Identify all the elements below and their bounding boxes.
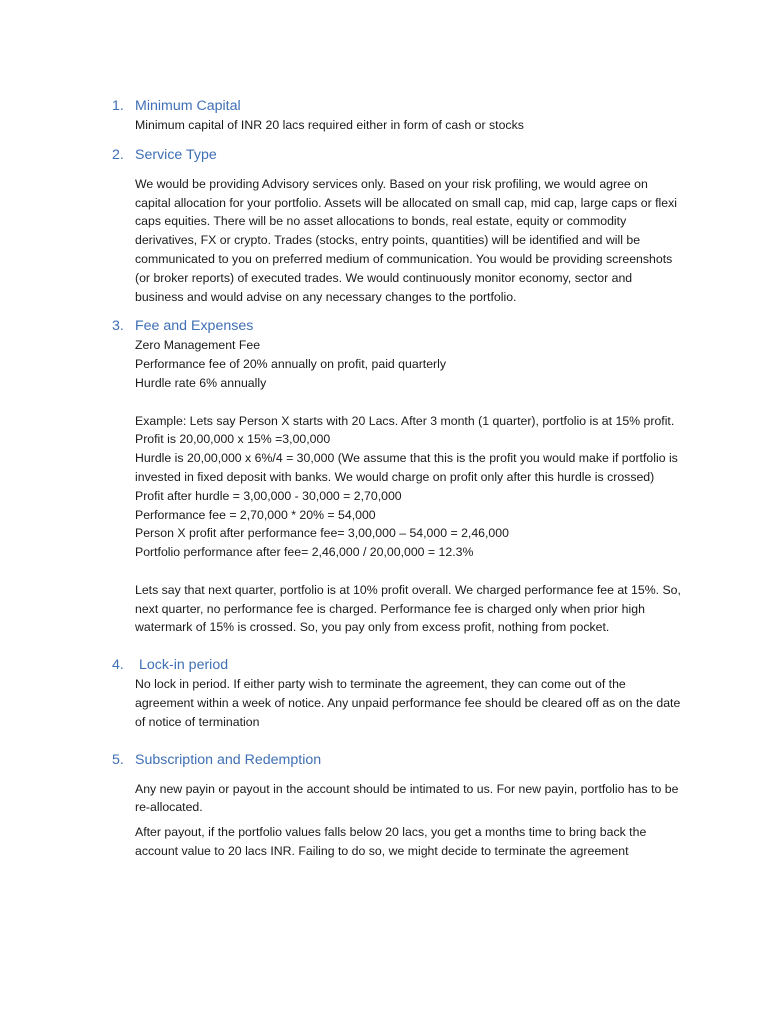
section-subscription-and-redemption [112, 750, 680, 861]
section-heading [112, 96, 680, 116]
section-number: 2. [112, 146, 124, 163]
section-number: 3. [112, 318, 124, 335]
paragraph: We would be providing Advisory services only. Based on your risk profiling, we would agree on capital allocation for your portfolio. Assets will be allocated on small cap, mid cap, large caps or flexi caps equities. There will be no asset allocations to bonds, real estate, equity or commodity derivatives, FX or crypto. Trades (stocks, entry points, quantities) will be identified and will be communicated to you on preferred medium of communication. You would be providing screenshots (or broker reports) of executed trades. We would continuously monitor economy, sector and business and would advise on any necessary changes to the portfolio. [135, 176, 678, 304]
paragraph: No lock in period. If either party wish to terminate the agreement, they can come out of the agreement within a week of notice. Any unpaid performance fee should be cleared off as on the date of notice of termination [135, 677, 681, 729]
fee-line: Zero Management Fee [135, 338, 261, 353]
paragraph: Minimum capital of INR 20 lacs required either in form of cash or stocks [135, 118, 524, 132]
example-line: Profit after hurdle = 3,00,000 - 30,000 = 2,70,000 [135, 488, 402, 503]
section-heading [112, 145, 680, 165]
section-lock-in-period [112, 655, 680, 731]
section-number: 5. [112, 751, 124, 768]
example-line: Performance fee = 2,70,000 * 20% = 54,000 [135, 507, 376, 522]
section-heading [112, 750, 680, 770]
paragraph: Any new payin or payout in the account should be intimated to us. For new payin, portfolio has to be re-allocated. [135, 781, 679, 815]
section-number: 1. [112, 98, 124, 114]
section-title: Fee and Expenses [135, 318, 254, 335]
example-line: Portfolio performance after fee= 2,46,000 / 20,00,000 = 12.3% [135, 545, 474, 560]
section-heading [112, 655, 680, 675]
example-line: Hurdle is 20,00,000 x 6%/4 = 30,000 (We assume that this is the profit you would make if portfolio is invested in fixed deposit with banks. We would charge on profit only after this hurdle is crossed) [135, 451, 678, 484]
paragraph: After payout, if the portfolio values falls below 20 lacs, you get a months time to bring back the account value to 20 lacs INR. Failing to do so, we might decide to terminate the agreement [135, 825, 647, 858]
section-number: 4. [112, 657, 124, 674]
example-line: Example: Lets say Person X starts with 20 Lacs. After 3 month (1 quarter), portfolio is at 15% profit. [135, 413, 675, 428]
example-line: Profit is 20,00,000 x 15% =3,00,000 [135, 432, 331, 447]
section-title: Service Type [135, 146, 217, 163]
section-title: Lock-in period [139, 657, 229, 674]
section-heading [112, 316, 680, 336]
fee-line: Performance fee of 20% annually on profit, paid quarterly [135, 357, 447, 372]
section-fee-and-expenses [112, 316, 680, 637]
example-line: Person X profit after performance fee= 3,00,000 – 54,000 = 2,46,000 [135, 526, 509, 541]
section-service-type [112, 145, 680, 307]
paragraph: Lets say that next quarter, portfolio is at 10% profit overall. We charged performance fee at 15%. So, next quarter, no performance fee is charged. Performance fee is charged only when prior high watermark of 15% is crossed. So, you pay only from excess profit, nothing from pocket. [135, 582, 681, 635]
section-title: Minimum Capital [135, 98, 241, 114]
fee-line: Hurdle rate 6% annually [135, 375, 267, 390]
section-minimum-capital [112, 96, 680, 135]
section-title: Subscription and Redemption [135, 751, 322, 768]
